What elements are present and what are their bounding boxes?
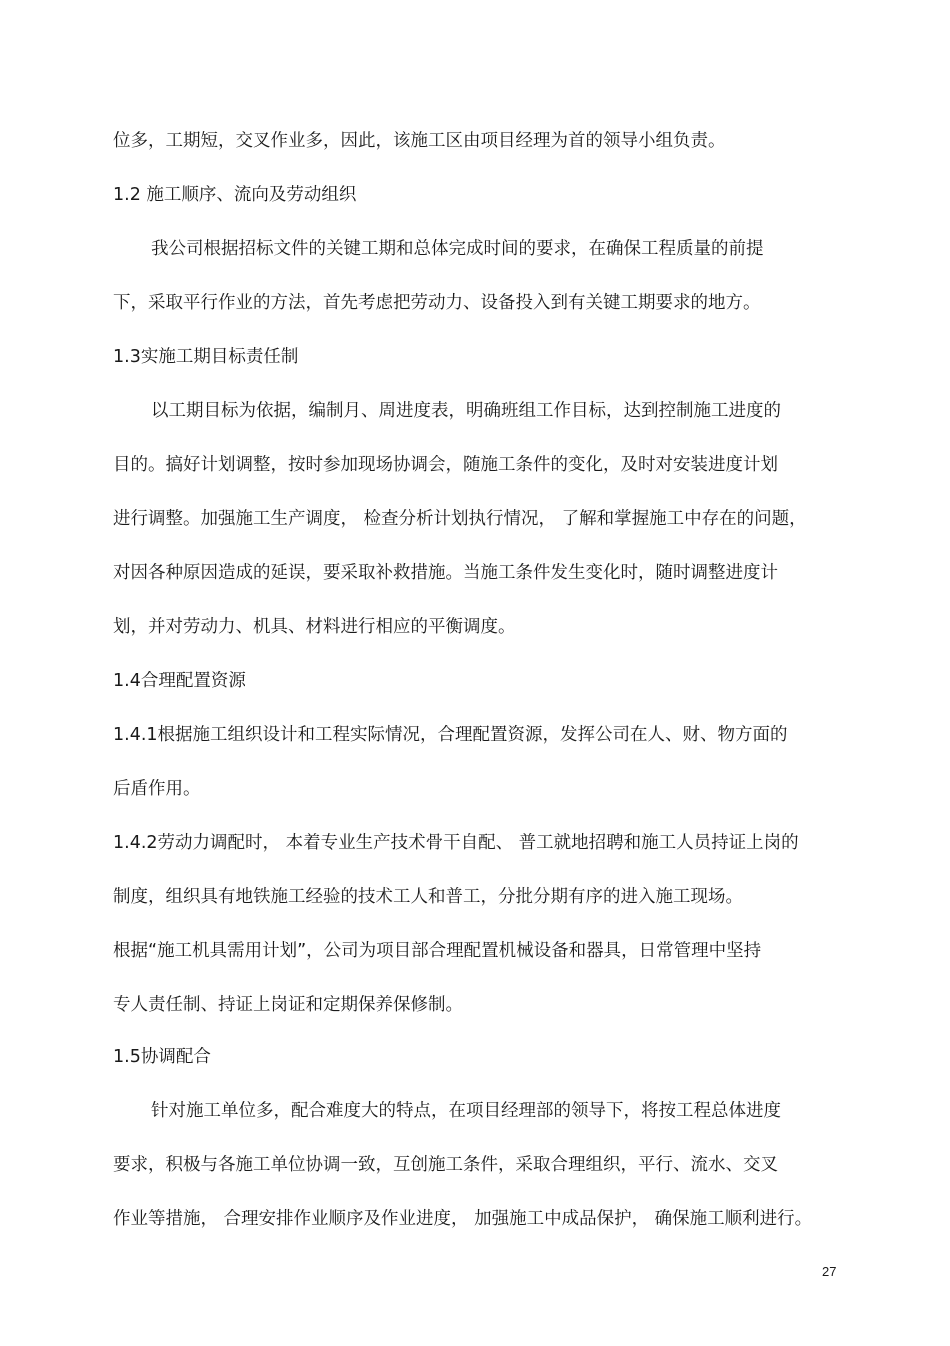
page-number: 27 bbox=[822, 1264, 837, 1279]
text-line: 进行调整。加强施工生产调度， 检查分析计划执行情况， 了解和掌握施工中存在的问题， bbox=[113, 509, 807, 529]
text-line: 作业等措施， 合理安排作业顺序及作业进度， 加强施工中成品保护， 确保施工顺利进行。 bbox=[113, 1209, 813, 1229]
text-line: 制度，组织具有地铁施工经验的技术工人和普工，分批分期有序的进入施工现场。 bbox=[113, 887, 743, 907]
text-line: 专人责任制、持证上岗证和定期保养保修制。 bbox=[113, 995, 463, 1015]
text-line: 以工期目标为依据，编制月、周进度表，明确班组工作目标，达到控制施工进度的 bbox=[151, 401, 781, 421]
section-heading: 1.2 施工顺序、流向及劳动组织 bbox=[113, 185, 357, 205]
text-line: 1.4.2劳动力调配时， 本着专业生产技术骨干自配、 普工就地招聘和施工人员持证上岗的 bbox=[113, 833, 799, 853]
text-line: 针对施工单位多，配合难度大的特点，在项目经理部的领导下，将按工程总体进度 bbox=[151, 1101, 781, 1121]
text-line: 下，采取平行作业的方法，首先考虑把劳动力、设备投入到有关键工期要求的地方。 bbox=[113, 293, 761, 313]
section-heading: 1.5协调配合 bbox=[113, 1047, 211, 1067]
text-line: 1.4.1根据施工组织设计和工程实际情况，合理配置资源，发挥公司在人、财、物方面的 bbox=[113, 725, 788, 745]
section-heading: 1.3实施工期目标责任制 bbox=[113, 347, 299, 367]
text-line: 根据“施工机具需用计划”，公司为项目部合理配置机械设备和器具，日常管理中坚持 bbox=[113, 941, 762, 961]
text-line: 划，并对劳动力、机具、材料进行相应的平衡调度。 bbox=[113, 617, 516, 637]
text-line: 对因各种原因造成的延误，要采取补救措施。当施工条件发生变化时，随时调整进度计 bbox=[113, 563, 778, 583]
text-line: 要求，积极与各施工单位协调一致，互创施工条件，采取合理组织，平行、流水、交叉 bbox=[113, 1155, 778, 1175]
section-heading: 1.4合理配置资源 bbox=[113, 671, 246, 691]
text-line: 位多，工期短，交叉作业多，因此，该施工区由项目经理为首的领导小组负责。 bbox=[113, 131, 726, 151]
text-line: 我公司根据招标文件的关键工期和总体完成时间的要求，在确保工程质量的前提 bbox=[151, 239, 764, 259]
text-line: 目的。搞好计划调整，按时参加现场协调会，随施工条件的变化，及时对安装进度计划 bbox=[113, 455, 778, 475]
text-line: 后盾作用。 bbox=[113, 779, 201, 799]
